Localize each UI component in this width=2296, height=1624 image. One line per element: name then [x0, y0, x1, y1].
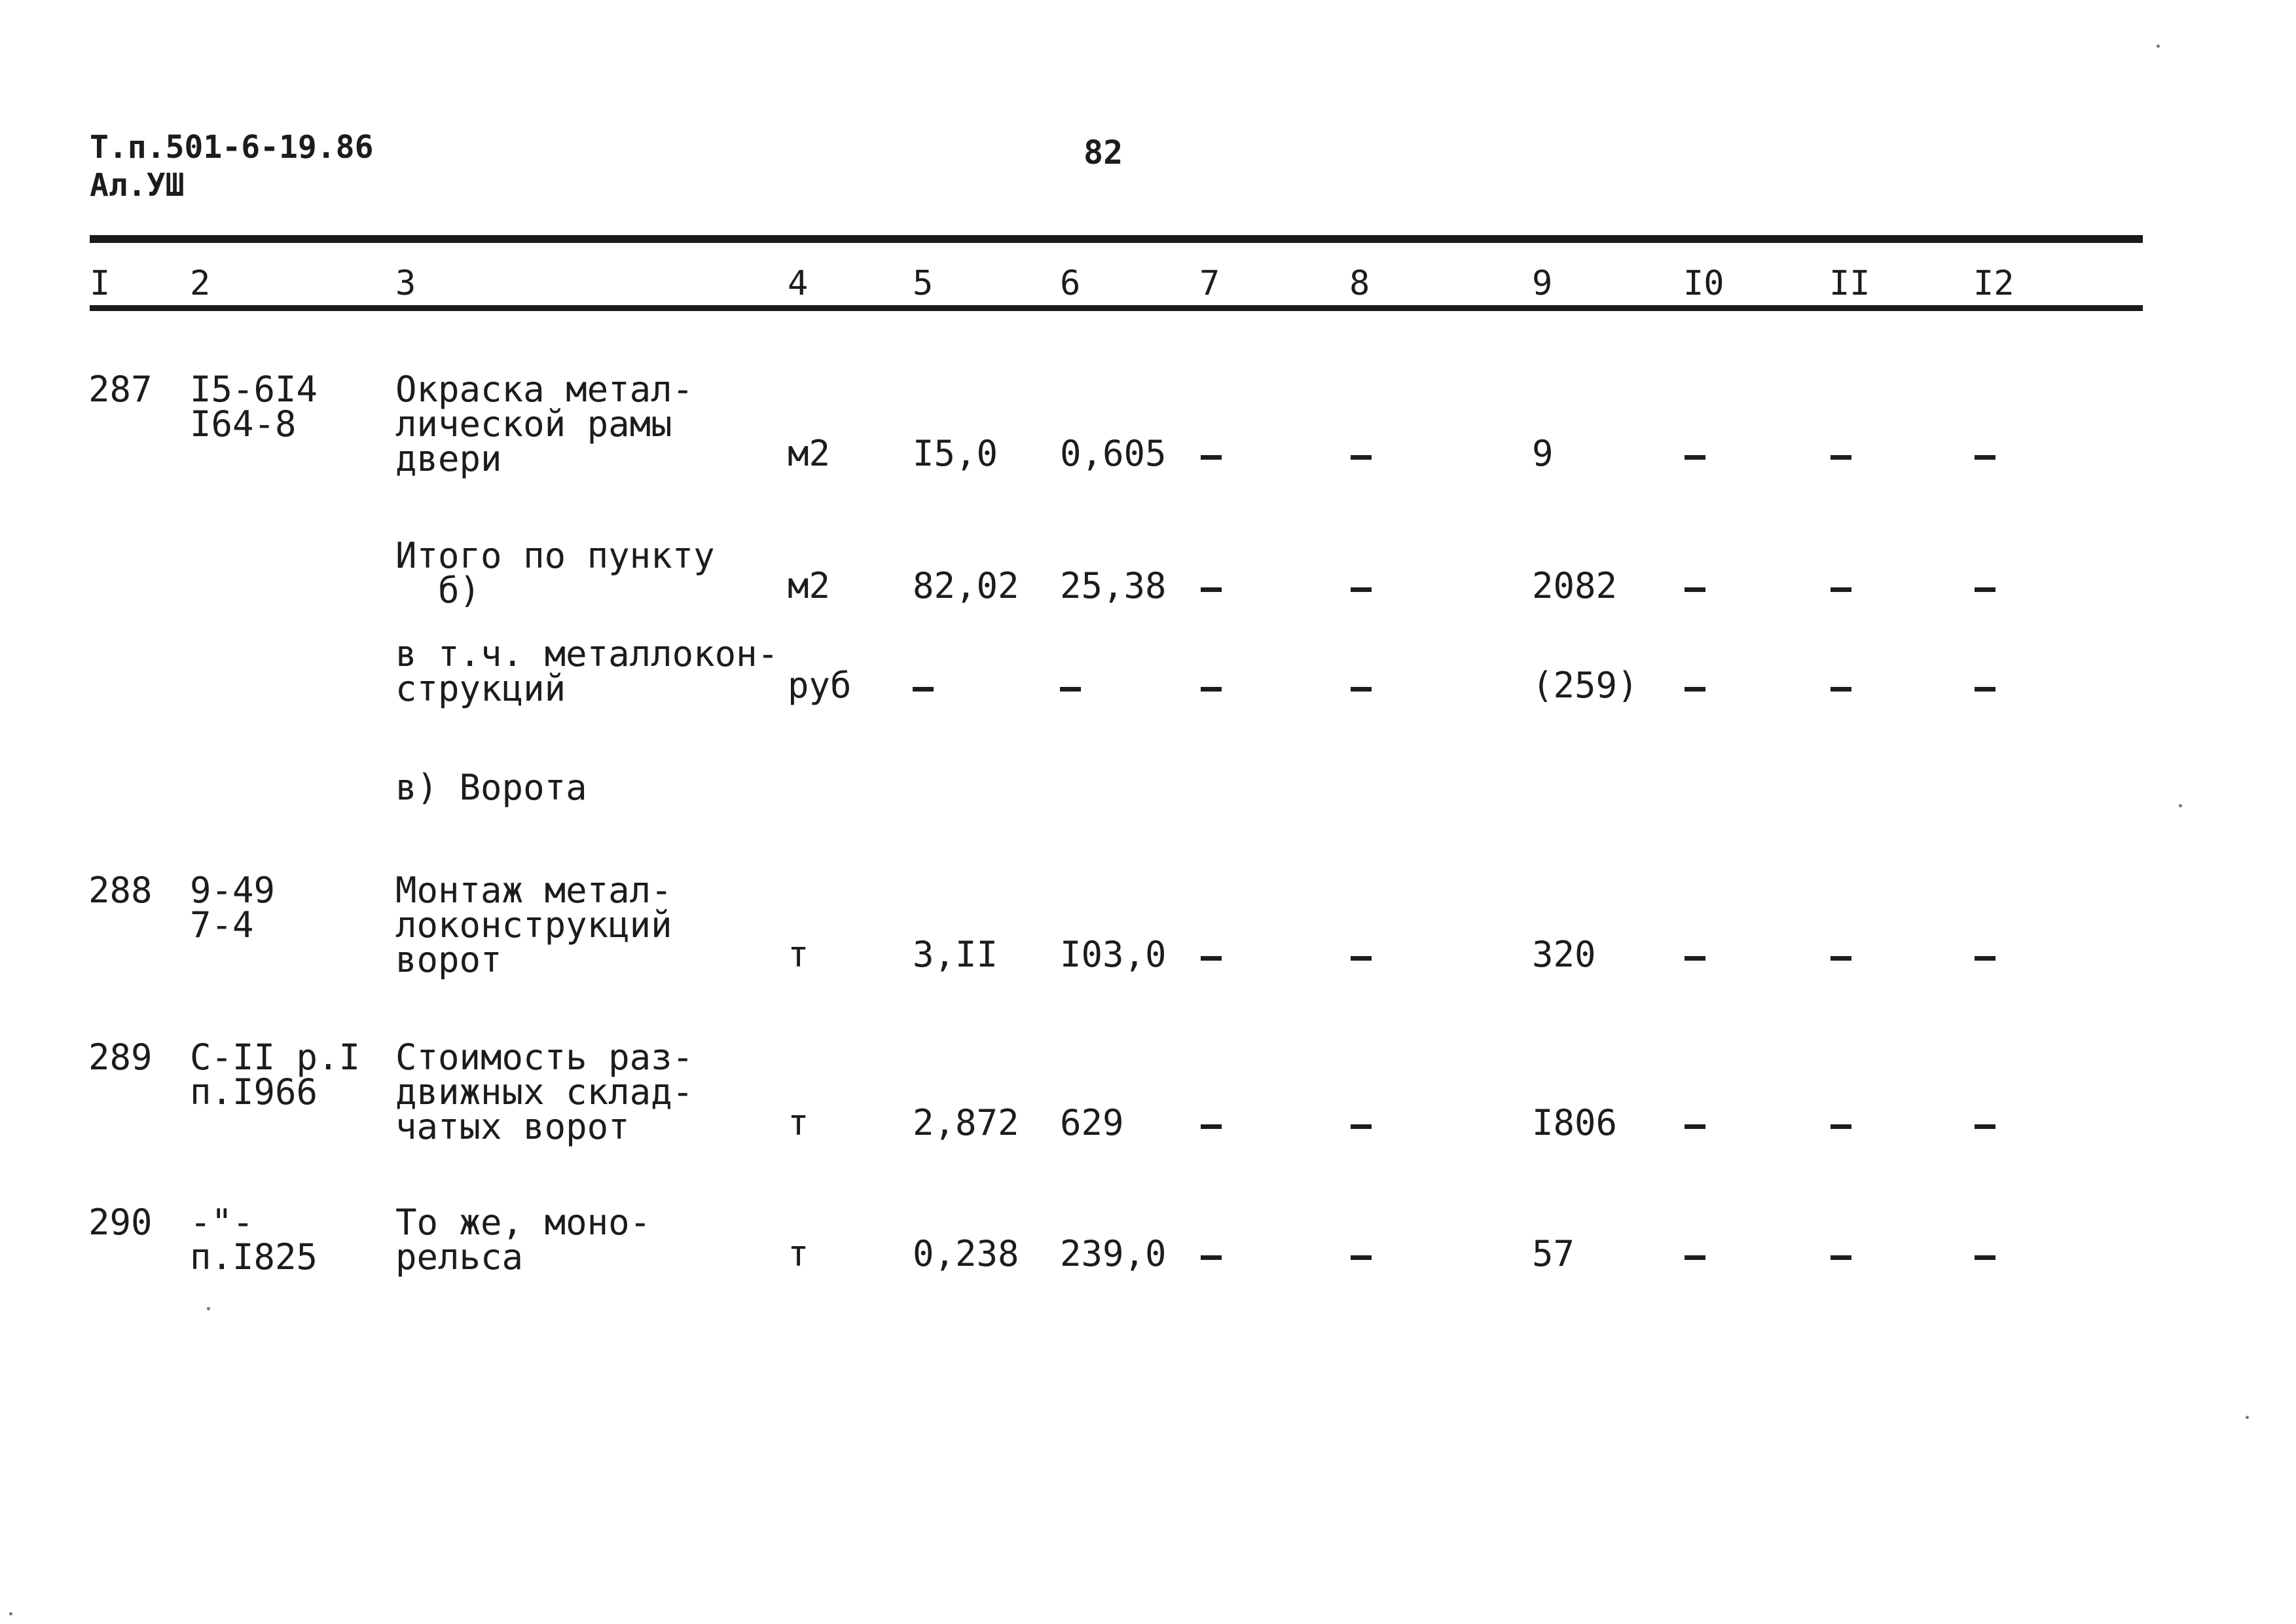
unit-price: 239,0: [1060, 1233, 1167, 1274]
unit-price: 25,38: [1060, 565, 1167, 606]
unit-price: I03,0: [1060, 934, 1167, 975]
table-header-rule: [90, 305, 2143, 311]
column-10-dash: [1685, 687, 1705, 692]
norm-code: С-II р.I п.I966: [190, 1037, 361, 1113]
row-number: 290: [88, 1202, 153, 1243]
column-11-dash: [1831, 455, 1851, 460]
unit: т: [788, 1102, 809, 1143]
unit: руб: [788, 665, 852, 706]
column-12-dash: [1975, 1255, 1995, 1260]
column-header-4: 4: [788, 264, 809, 303]
unit: м2: [788, 565, 831, 606]
unit-price: 629: [1060, 1102, 1124, 1143]
section-heading: в) Ворота: [395, 767, 587, 808]
scan-speck: [207, 1307, 210, 1310]
unit: м2: [788, 433, 831, 474]
column-header-11: II: [1829, 264, 1870, 303]
column-7-dash: [1201, 1124, 1222, 1129]
column-12-dash: [1975, 1124, 1995, 1129]
column-12-dash: [1975, 956, 1995, 961]
column-8-dash: [1351, 1124, 1372, 1129]
column-11-dash: [1831, 1255, 1851, 1260]
column-11-dash: [1831, 587, 1851, 592]
including-label: в т.ч. металлокон- струкций: [395, 633, 779, 709]
column-header-2: 2: [190, 264, 211, 303]
column-header-12: I2: [1973, 264, 2014, 303]
unit-price: 0,605: [1060, 433, 1167, 474]
column-header-3: 3: [395, 264, 416, 303]
column-7-dash: [1201, 956, 1222, 961]
scan-speck: [2179, 804, 2182, 807]
column-header-5: 5: [913, 264, 934, 303]
column-11-dash: [1831, 956, 1851, 961]
row-number: 289: [88, 1037, 153, 1078]
document-code-line1: Т.п.501-6-19.86: [90, 129, 374, 166]
quantity: 2,872: [913, 1102, 1019, 1143]
column-header-8: 8: [1349, 264, 1370, 303]
total-cost: I806: [1532, 1102, 1618, 1143]
norm-code: -"- п.I825: [190, 1202, 318, 1278]
column-header-6: 6: [1060, 264, 1081, 303]
total-cost: 320: [1532, 934, 1596, 975]
unit: т: [788, 934, 809, 975]
column-10-dash: [1685, 455, 1705, 460]
column-header-9: 9: [1532, 264, 1553, 303]
row-number: 287: [88, 369, 153, 410]
page-number: 82: [1084, 134, 1123, 172]
column-12-dash: [1975, 587, 1995, 592]
quantity: 0,238: [913, 1233, 1019, 1274]
column-11-dash: [1831, 1124, 1851, 1129]
column-5-dash: [913, 687, 934, 692]
scan-speck: [2246, 1416, 2249, 1419]
work-description: То же, моно- рельса: [395, 1202, 651, 1278]
column-header-1: I: [90, 264, 111, 303]
document-code: [90, 128, 373, 204]
column-8-dash: [1351, 587, 1372, 592]
scan-speck: [2157, 45, 2160, 48]
column-7-dash: [1201, 1255, 1222, 1260]
column-header-7: 7: [1199, 264, 1220, 303]
scan-speck: [9, 1612, 12, 1615]
table-top-rule: [90, 235, 2143, 243]
column-8-dash: [1351, 455, 1372, 460]
total-cost: 57: [1532, 1233, 1575, 1274]
total-cost: 2082: [1532, 565, 1618, 606]
quantity: 82,02: [913, 565, 1019, 606]
column-8-dash: [1351, 956, 1372, 961]
column-12-dash: [1975, 455, 1995, 460]
column-7-dash: [1201, 687, 1222, 692]
column-6-dash: [1060, 687, 1081, 692]
total-cost: 9: [1532, 433, 1554, 474]
work-description: Стоимость раз- движных склад- чатых ворот: [395, 1037, 694, 1147]
row-number: 288: [88, 870, 153, 911]
column-header-10: I0: [1683, 264, 1724, 303]
column-7-dash: [1201, 587, 1222, 592]
quantity: I5,0: [913, 433, 998, 474]
column-7-dash: [1201, 455, 1222, 460]
total-cost: (259): [1532, 665, 1639, 706]
subtotal-label: Итого по пункту б): [395, 535, 715, 611]
column-10-dash: [1685, 956, 1705, 961]
norm-code: I5-6I4 I64-8: [190, 369, 318, 445]
quantity: 3,II: [913, 934, 998, 975]
column-10-dash: [1685, 1124, 1705, 1129]
norm-code: 9-49 7-4: [190, 870, 276, 946]
column-8-dash: [1351, 687, 1372, 692]
column-12-dash: [1975, 687, 1995, 692]
document-code-line2: Ал.УШ: [90, 167, 185, 204]
unit: т: [788, 1233, 809, 1274]
work-description: Окраска метал- лической рамы двери: [395, 369, 694, 479]
column-10-dash: [1685, 1255, 1705, 1260]
work-description: Монтаж метал- локонструкций ворот: [395, 870, 672, 980]
column-10-dash: [1685, 587, 1705, 592]
column-8-dash: [1351, 1255, 1372, 1260]
column-11-dash: [1831, 687, 1851, 692]
